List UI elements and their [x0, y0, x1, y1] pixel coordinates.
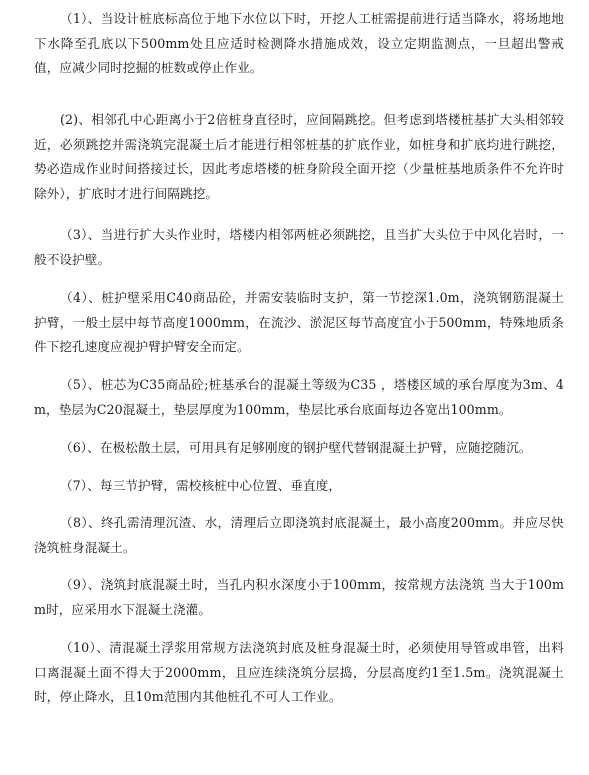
paragraph-3: （3）、当进行扩大头作业时，塔楼内相邻两桩必须跳挖，且当扩大头位于中风化岩时，一般不设护壁。 [34, 227, 564, 267]
paragraph-4: （4）、桩护壁采用C40商品砼，并需安装临时支护，第一节挖深1.0m，浇筑钢筋混凝土护臂，一般土层中每节高度1000mm，在流沙、淤泥区每节高度宜小于500mm，特殊地质条件下挖孔速度应视护臂护臂安全而定。 [34, 290, 564, 354]
paragraph-1: （1）、当设计桩底标高位于地下水位以下时，开挖人工桩需提前进行适当降水，将场地地下水降至孔底以下500mm处且应适时检测降水措施成效，设立定期监测点，一旦超出警戒值，应减少同时挖掘的桩数或停止作业。 [34, 11, 564, 75]
paragraph-5: （5）、桩芯为C35商品砼;桩基承台的混凝土等级为C35 ，塔楼区域的承台厚度为3m、4m，垫层为C20混凝土，垫层厚度为100mm，垫层比承台底面每边各宽出100mm。 [34, 377, 564, 417]
paragraph-6: （6）、在极松散土层，可用具有足够刚度的钢护壁代替钢混凝土护臂，应随挖随沉。 [60, 440, 532, 455]
paragraph-10: （10）、清混凝土浮浆用常规方法浇筑封底及桩身混凝土时，必须使用导管或串管，出料口离混凝土面不得大于2000mm，且应连续浇筑分层捣，分层高度约1至1.5m。浇筑混凝土时，停止降水，且10m范围内其他桩孔不可人工作业。 [34, 640, 564, 704]
paragraph-7: （7）、每三节护臂，需校核桩中心位置、垂直度， [60, 478, 342, 493]
paragraph-2: (2)、相邻孔中心距离小于2倍桩身直径时，应间隔跳挖。但考虑到塔楼桩基扩大头相邻较近，必须跳挖并需浇筑完混凝土后才能进行相邻桩基的扩底作业，如桩身和扩底均进行跳挖，势必造成作业时间搭接过长，因此考虑塔楼的桩身阶段全面开挖（少量桩基地质条件不允许时除外），扩底时才进行间隔跳挖。 [34, 112, 564, 201]
paragraph-8: （8）、终孔需清理沉渣、水，清理后立即浇筑封底混凝土，最小高度200mm。并应尽快浇筑桩身混凝土。 [34, 515, 564, 555]
section-heading-fragment [34, 0, 234, 5]
paragraph-9: （9）、浇筑封底混凝土时，当孔内积水深度小于100mm，按常规方法浇筑 当大于100mm时，应采用水下混凝土浇灌。 [34, 577, 564, 617]
